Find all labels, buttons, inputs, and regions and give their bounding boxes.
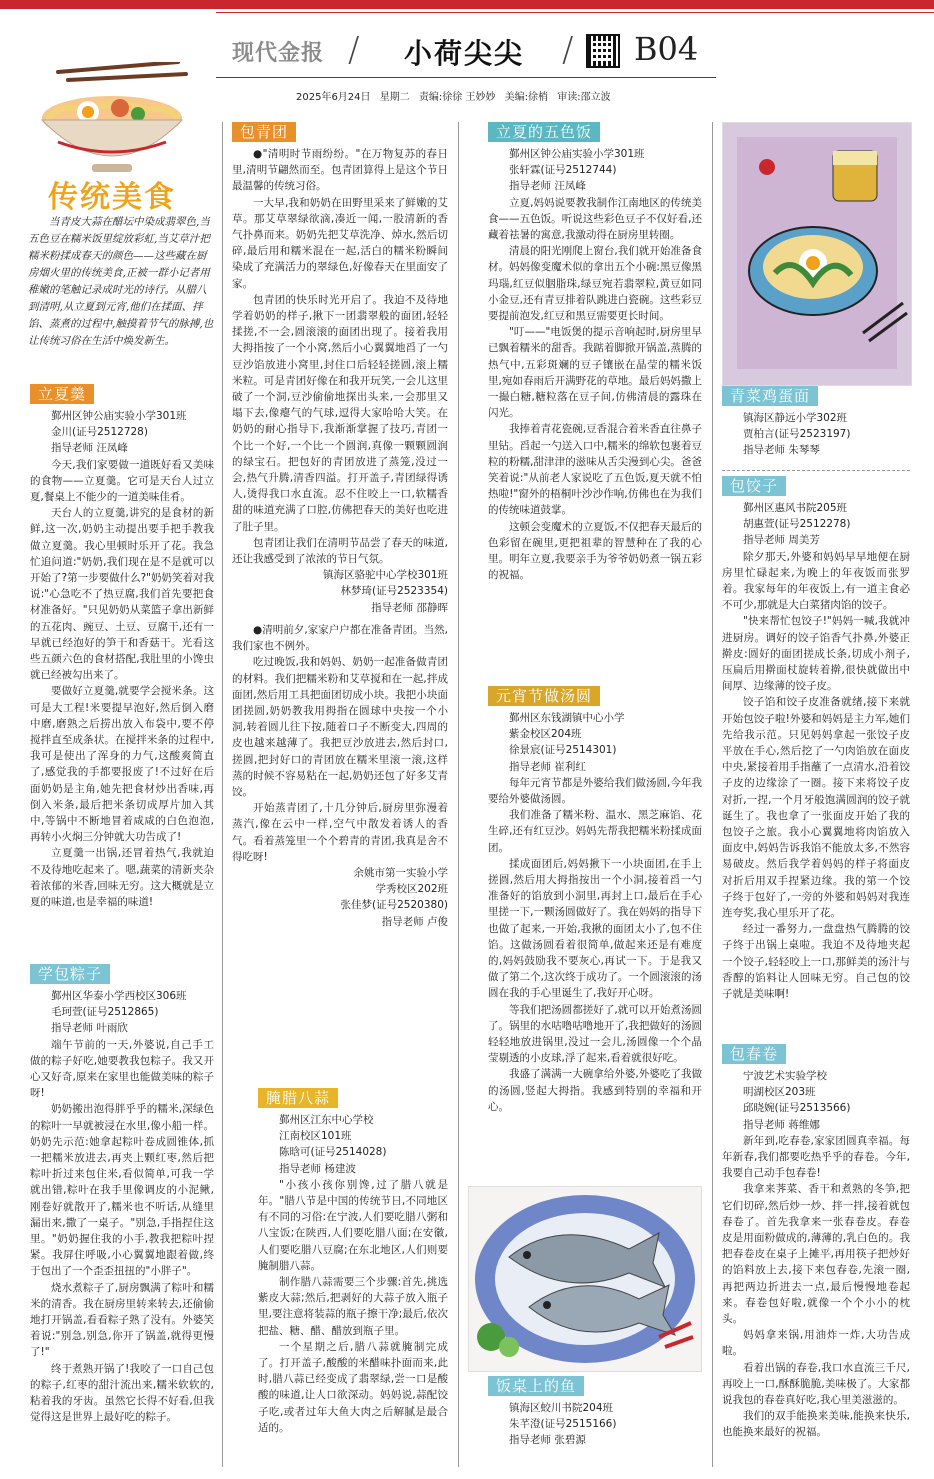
paragraph: 经过一番努力,一盘盘热气腾腾的饺子终于出锅上桌啦。我迫不及待地夹起一个饺子,轻轻咬上一口,那鲜美的汤汁与香醇的馅料让人回味无穷。自己包的饺子就是美味啊! — [722, 923, 910, 1001]
paragraph: 包青团的快乐时光开启了。我迫不及待地学着奶奶的样子,揪下一团翡翠般的面团,轻轻揉搓,不一会,圆滚滚的面团出现了。接着我用大拇指按了一个小窝,然后小心翼翼地舀了一勺豆沙馅放进小窝里,封住口后轻轻搓圆,滚上糯米粒。可是青团好像在和我开玩笑,一会儿这里破了一个洞,豆沙偷偷地探出头来,一会那里又塌下去,像瘪气的气球,逗得大家哈哈大笑。在奶奶的耐心指导下,我渐渐掌握了技巧,青团一个比一个好,一个比一个圆润,真像一颗颗圆润的绿宝石。把包好的青团放进了蒸笼,没过一会,热气升腾,清香四溢。打开盖子,青团绿得诱人,烫得我口水直流。忍不住咬上一口,软糯香甜的味道充满了口腔,仿佛把春天的美好也吃进了肚子里。 — [232, 293, 448, 533]
section-divider — [722, 470, 910, 471]
paragraph: 奶奶搬出泡得胖乎乎的糯米,深绿色的粽叶一早就被浸在水里,像小船一样。奶奶先示范:她拿起粽叶卷成圆锥体,抓一把糯米放进去,再夹上颗红枣,然后把粽叶折过来包住米,看似简单,可我一学就出错,粽叶在我手里像调皮的小泥鳅,刚卷好就散开了,糯米也不听话,从缝里漏出来,撒了一桌子。"别急,手指捏住这里。"奶奶握住我的小手,教我把粽叶捏紧。我屏住呼吸,小心翼翼地跟着做,终于包出了一个歪歪扭扭的"小胖子"。 — [30, 1103, 214, 1278]
paragraph: 妈妈拿来锅,用油炸一炸,大功告成啦。 — [722, 1329, 910, 1358]
paragraph: ●"清明时节雨纷纷。"在万物复苏的春日里,清明节翩然而至。包青团算得上是这个节日最温馨的传统习俗。 — [232, 148, 448, 193]
column-divider — [222, 122, 223, 1467]
article-tag: 包青团 — [232, 122, 296, 142]
paragraph: 我捧着青花瓷碗,豆香混合着米香直往鼻子里钻。舀起一勺送入口中,糯米的绵软包裹着豆粒的粉糯,甜津津的滋味从舌尖漫到心尖。爸爸笑着说:"从前老人家说吃了五色饭,夏天就不怕热啦!"窗外的梧桐叶沙沙作响,仿佛也在为我们的传统味道鼓掌。 — [488, 423, 702, 517]
proof-credit: 审读:邵立波 — [557, 92, 611, 103]
author: 胡惠萱(证号2512278) — [743, 518, 851, 531]
author: 张佳梦(证号2520380) — [340, 899, 448, 912]
paper-name: 现代金报 — [232, 40, 325, 66]
art-credit: 美编:徐梢 — [504, 92, 549, 103]
school: 鄞州区钟公庙实验小学301班 — [51, 410, 187, 422]
paragraph: 我拿来荠菜、香干和煮熟的冬笋,把它们切碎,然后炒一炒、拌一拌,接着就包春卷了。首先我拿来一张春卷皮。春卷皮是用面粉做成的,薄薄的,乳白色的。我把春卷皮在桌子上摊平,再用筷子把炒好的馅料放上去,接下来包春卷,先滚一圈,再把两边折进去一点,最后慢慢地卷起来。春卷包好啦,就像一个个小小的枕头。 — [722, 1183, 910, 1326]
article-tag: 立夏的五色饭 — [488, 122, 600, 142]
teacher: 指导老师 张碧源 — [509, 1434, 586, 1447]
top-red-bar — [0, 0, 934, 9]
school: 镇海区蛟川书院204班 — [509, 1402, 614, 1414]
editor-credit: 责编:徐徐 王妙妙 — [418, 92, 496, 103]
column-divider — [458, 122, 459, 1467]
masthead-slash: / — [562, 30, 574, 70]
column-divider — [712, 122, 713, 1467]
paragraph: 这顿会变魔术的立夏饭,不仅把春天最后的色彩留在碗里,更把祖辈的智慧种在了我的心里。明年立夏,我要亲手为爷爷奶奶煮一锅五彩的祝福。 — [488, 520, 702, 582]
issue-date: 2025年6月24日 — [296, 92, 371, 103]
paragraph: 包青团让我们在清明节品尝了春天的味道,还让我感受到了浓浓的节日气氛。 — [232, 536, 448, 566]
school: 明湖校区203班 — [743, 1086, 816, 1099]
issue-weekday: 星期二 — [379, 92, 410, 103]
teacher: 指导老师 朱琴琴 — [743, 444, 820, 457]
paragraph: 开始蒸青团了,十几分钟后,厨房里弥漫着蒸汽,像在云中一样,空气中散发着诱人的香气。看着蒸笼里一个个碧青的青团,我真是舍不得吃呀! — [232, 802, 448, 863]
masthead-slash: / — [348, 30, 360, 70]
teacher: 指导老师 汪凤峰 — [509, 180, 586, 193]
school: 镇海区骆驼中心学校301班 — [322, 569, 448, 582]
top-red-line — [216, 12, 934, 13]
school: 鄞州区惠风书院205班 — [743, 502, 848, 514]
teacher: 指导老师 汪凤峰 — [51, 442, 128, 455]
school: 学秀校区202班 — [375, 883, 448, 896]
article-tag: 包春卷 — [722, 1044, 786, 1064]
paragraph: 要做好立夏羹,就要学会搅米条。这可是大工程!米要提早泡好,然后倒入磨中磨,磨熟之后捞出放入布袋中,要不停搅拌直至成条状。在搅拌米条的过程中,我可是使出了浑身的力气,这酸爽简直了,感觉我的手都要报废了!不过好在后面奶奶是主角,她先把食材炒出香味,再倒入米条,最后把米条切成厚片加入其中,等锅中不断地冒着咸咸的白色泡泡,再转小火焖三分钟就大功告成了! — [30, 685, 214, 844]
paragraph: 饺子馅和饺子皮准备就绪,接下来就开始包饺子啦!外婆和妈妈是主力军,她们先给我示范。只见妈妈拿起一张饺子皮平放在手心,然后挖了一勺肉馅放在面皮中央,紧接着用手指蘸了一点清水,沿着饺子皮的边缘涂了一圈。接下来将饺子皮对折,一捏,一个月牙般饱满圆润的饺子就诞生了。我也拿了一张面皮开始了我的包饺子之旅。我小心翼翼地将肉馅放入面皮中,妈妈告诉我馅不能放太多,不然容易破皮。然后我学着妈妈的样子将面皮对折后用双手捏紧边缘。我的第一个饺子终于包好了,一旁的外婆和妈妈对我连连夸奖,我心里乐开了花。 — [722, 696, 910, 920]
teacher: 指导老师 崔利红 — [509, 760, 586, 773]
dateline — [296, 88, 617, 103]
article-tag: 青菜鸡蛋面 — [722, 386, 818, 406]
school: 鄞州区华泰小学西校区306班 — [51, 990, 187, 1002]
article-zongzi — [30, 964, 214, 1425]
article-qingcai-mian — [722, 386, 910, 459]
paragraph: 烧水煮粽子了,厨房飘满了粽叶和糯米的清香。我在厨房里转来转去,还偷偷地打开锅盖,看看粽子熟了没有。外婆笑着说:"别急,别急,你开了锅盖,就得更慢了!" — [30, 1281, 214, 1359]
paragraph: 今天,我们家要做一道既好看又美味的食物——立夏羹。它可是天台人过立夏,餐桌上不能少的一道美味佳肴。 — [30, 458, 214, 504]
author: 徐景宸(证号2514301) — [509, 744, 617, 757]
school: 宁波艺术实验学校 — [743, 1070, 827, 1082]
qr-code-icon[interactable] — [586, 34, 620, 68]
article-tag: 立夏羹 — [30, 384, 94, 404]
school: 鄞州区江东中心学校 — [279, 1114, 374, 1126]
paragraph: 一大早,我和奶奶在田野里采来了鲜嫩的艾草。那艾草翠绿欲滴,凑近一闻,一股清新的香气扑鼻而来。奶奶先把艾草洗净、焯水,然后切碎,最后用和糯米混在一起,活白的糯米粉瞬间染成了充满活力的翠绿色,好像春天在里面安了家。 — [232, 196, 448, 290]
article-tag: 学包粽子 — [30, 964, 110, 984]
article-tag: 元宵节做汤圆 — [488, 686, 600, 706]
section-title: 小荷尖尖 — [404, 37, 525, 70]
school: 江南校区101班 — [279, 1130, 352, 1143]
school: 余姚市第一实验小学 — [353, 866, 448, 879]
paragraph: "叮——"电饭煲的提示音响起时,厨房里早已飘着糯米的甜香。我踮着脚掀开锅盖,蒸腾的热气中,五彩斑斓的豆子镶嵌在晶莹的糯米饭里,宛如春雨后开满野花的草地。最后妈妈撒上一撮白糖,糖粒落在豆子间,仿佛清晨的露珠在闪光。 — [488, 326, 702, 420]
paragraph: ●清明前夕,家家户户都在准备青团。当然,我们家也不例外。 — [232, 623, 448, 653]
author: 朱芊澄(证号2515166) — [509, 1418, 617, 1431]
article-fish — [488, 1376, 702, 1449]
author: 邱晓婉(证号2513566) — [743, 1102, 851, 1115]
author: 张轩霖(证号2512744) — [509, 164, 617, 177]
article-labasuan — [258, 1088, 448, 1436]
page-number: B04 — [634, 30, 699, 68]
author: 贾柏言(证号2523197) — [743, 428, 851, 441]
theme-title: 传统美食 — [48, 180, 176, 215]
author: 林梦琦(证号2523354) — [340, 585, 448, 598]
paragraph: 等我们把汤圆都搓好了,就可以开始煮汤圆了。锅里的水咕噜咕噜地开了,我把做好的汤圆轻轻地放进锅里,没过一会儿,汤圆像一个个晶莹剔透的小皮球,浮了起来,看着就很好吃。 — [488, 1003, 702, 1065]
paragraph: 新年到,吃春卷,家家团圆真幸福。每年新春,我们都要吃热乎乎的春卷。今年,我要自己动手包春卷! — [722, 1134, 910, 1180]
author: 毛珂萱(证号2512865) — [51, 1006, 159, 1019]
teacher: 指导老师 卢俊 — [381, 915, 448, 928]
article-lixiageng — [30, 384, 214, 910]
paragraph: 立夏羹一出锅,还冒着热气,我就迫不及待地吃起来了。嗯,蔬菜的清新夹杂着浓郁的米香,回味无穷。这大概就是立夏的味道,也是幸福的味道! — [30, 847, 214, 909]
noodle-bowl-illustration — [28, 62, 196, 180]
paragraph: 看着出锅的春卷,我口水直流三千尺,再咬上一口,酥酥脆脆,美味极了。大家都说我包的春卷真好吃,我心里美滋滋的。 — [722, 1361, 910, 1407]
paragraph: 天台人的立夏羹,讲究的是食材的新鲜,这一次,奶奶主动提出要手把手教我做立夏羹。我心里顿时乐开了花。我急忙追问道:"奶奶,我们现在是不是就可以开始了?第一步要做什么?"奶奶笑着对我说:"心急吃不了热豆腐,我们首先要把食材准备好。"只见奶奶从菜篮子拿出新鲜的五花肉、豌豆、土豆、豆腐干,还有一早就已经泡好的笋干和香菇干。光看这些五颜六色的食材搭配,我肚里的小馋虫就已经被勾出来了。 — [30, 507, 214, 682]
school: 鄞州区东钱湖镇中心小学 — [509, 712, 625, 724]
paragraph: 每年元宵节都是外婆给我们做汤圆,今年我要给外婆做汤圆。 — [488, 776, 702, 806]
paragraph: 除夕那天,外婆和妈妈早早地便在厨房里忙碌起来,为晚上的年夜饭而张罗着。我家每年的年夜饭上,有一道主食必不可少,那就是大白菜猪肉馅的饺子。 — [722, 550, 910, 612]
article-tag: 腌腊八蒜 — [258, 1088, 338, 1108]
author: 金川(证号2512728) — [51, 426, 148, 439]
noodle-painting — [722, 122, 912, 386]
paragraph: 我们的双手能换来美味,能换来快乐,也能换来最好的祝福。 — [722, 1410, 910, 1439]
paragraph: 我盛了满满一大碗拿给外婆,外婆吃了我做的汤圆,竖起大拇指。我感到特别的幸福和开心。 — [488, 1068, 702, 1113]
article-jiaozi — [722, 476, 910, 1002]
article-wusefan — [488, 122, 702, 583]
teacher: 指导老师 邵静晖 — [371, 601, 448, 614]
school: 镇海区静远小学302班 — [743, 412, 848, 424]
paragraph: 立夏,妈妈说要教我制作江南地区的传统美食——五色饭。听说这些彩色豆子不仅好看,还藏着祛暑的寓意,我激动得在厨房里转圈。 — [488, 196, 702, 242]
theme-intro — [28, 214, 214, 350]
article-tangyuan — [488, 686, 702, 1115]
paragraph: 清晨的阳光刚爬上窗台,我们就开始准备食材。妈妈像变魔术似的拿出五个小碗:黑豆像黑玛瑙,红豆似胭脂珠,绿豆宛若翡翠粒,黄豆如同小金豆,还有青豆排着队跳进白瓷碗。这些彩豆要提前泡发,红豆和黑豆需要更长时间。 — [488, 245, 702, 323]
paragraph: 端午节前的一天,外婆说,自己手工做的粽子好吃,她要教我包粽子。我又开心又好奇,原来在家里也能做美味的粽子呀! — [30, 1038, 214, 1100]
article-tag: 饭桌上的鱼 — [488, 1376, 584, 1396]
paragraph: 吃过晚饭,我和妈妈、奶奶一起准备做青团的材料。我们把糯米粉和艾草搅和在一起,拌成面团,然后用工具把面团切成小块。我把小块面团搓圆,奶奶教我用拇指在圆球中央按一个小洞,转着圆儿往下按,随着口子不断变大,四周的皮也越来越薄了。我把豆沙放进去,然后封口,搓圆,把封好口的青团放在糯米里滚一滚,这样蒸的时候不容易粘在一起,奶奶还包了好多艾青饺。 — [232, 656, 448, 798]
intro-text: 当青皮大蒜在醋坛中染成翡翠色,当五色豆在糯米饭里绽放彩虹,当艾草汁把糯米粉揉成春天的颜色——这些藏在厨房烟火里的传统美食,正被一群小记者用稚嫩的笔触记录成时光的诗行。从腊八到清明,从立夏到元宵,他们在揉面、拌馅、蒸煮的过程中,触摸着节气的脉搏,也让传统习俗在生活中焕发新生。 — [28, 216, 214, 347]
paragraph: 终于煮熟开锅了!我咬了一口自己包的粽子,红枣的甜汁流出来,糯米软软的,粘着我的牙齿。虽然它长得不好看,但我觉得这是世界上最好吃的粽子。 — [30, 1362, 214, 1424]
school: 鄞州区钟公庙实验小学301班 — [509, 148, 645, 160]
fish-painting — [468, 1186, 702, 1372]
masthead-rule — [216, 77, 716, 78]
paragraph: "快来帮忙包饺子!"妈妈一喊,我就冲进厨房。调好的饺子馅香气扑鼻,外婆正擀皮:圆好的面团搓成长条,切成小剂子,压扁后用擀面杖旋转着擀,很快就做出中间厚、边缘薄的饺子皮。 — [722, 615, 910, 693]
teacher: 指导老师 杨建波 — [279, 1162, 356, 1175]
paragraph: 我们准备了糯米粉、温水、黑芝麻馅、花生碎,还有红豆沙。妈妈先帮我把糯米粉揉成面团。 — [488, 809, 702, 854]
paragraph: 制作腊八蒜需要三个步骤:首先,挑选紫皮大蒜;然后,把剥好的大蒜子放入瓶子里,要注意将装蒜的瓶子擦干净;最后,依次把盐、糖、醋、醋放到瓶子里。 — [258, 1276, 448, 1337]
article-qingtuan — [232, 122, 448, 930]
author: 陈晗可(证号2514028) — [279, 1146, 387, 1159]
teacher: 指导老师 蒋维娜 — [743, 1118, 820, 1131]
paragraph: 揉成面团后,妈妈揪下一小块面团,在手上搓圆,然后用大拇指按出一个小洞,接着舀一勺准备好的馅放到小洞里,再封上口,最后在手心里搓一下,一颗汤圆做好了。我在妈妈的指导下也做了起来,一开始,我揪的面团太小了,包不住馅。这做汤圆看着很简单,做起来还是有难度的,妈妈鼓励我不要灰心,再试一下。于是我又做了第二个,这次终于成功了。一个圆滚滚的汤圆在我的手心里诞生了,我好开心呀。 — [488, 857, 702, 1000]
teacher: 指导老师 周美芳 — [743, 534, 820, 547]
article-chunjuan — [722, 1044, 910, 1441]
paragraph: 一个星期之后,腊八蒜就腌制完成了。打开盖子,酸酸的米醋味扑面而来,此时,腊八蒜已经变成了翡翠绿,尝一口是酸酸的味道,让人口欲深动。妈妈说,蒜配饺子吃,或者过年大鱼大肉之后解腻是最合适的。 — [258, 1340, 448, 1434]
paragraph: "小孩小孩你别馋,过了腊八就是年。"腊八节是中国的传统节日,不同地区有不同的习俗:在宁波,人们要吃腊八粥和八宝饭;在陕西,人们要吃腊八面;在安徽,人们要吃腊八豆腐;在东北地区,人们则要腌制腊八蒜。 — [258, 1178, 448, 1272]
teacher: 指导老师 叶雨欣 — [51, 1022, 128, 1035]
masthead — [216, 30, 716, 80]
school: 紫金校区204班 — [509, 728, 582, 741]
article-tag: 包饺子 — [722, 476, 786, 496]
